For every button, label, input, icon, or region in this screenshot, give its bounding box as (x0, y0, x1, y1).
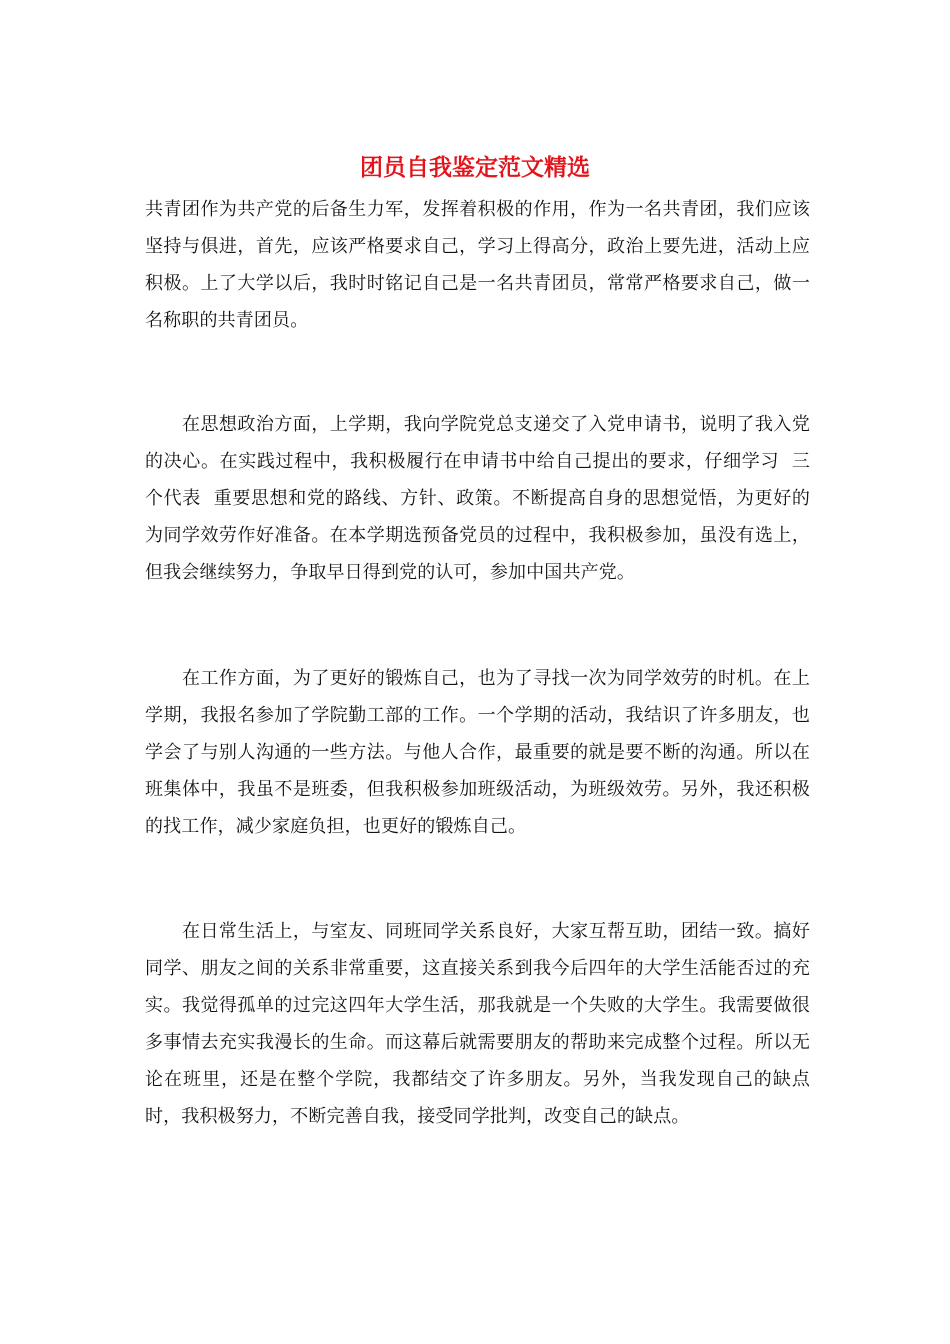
paragraph-daily-life: 在日常生活上，与室友、同班同学关系良好，大家互帮互助，团结一致。搞好同学、朋友之间的关系非常重要，这直接关系到我今后四年的大学生活能否过的充实。我觉得孤单的过完这四年大学生活，那我就是一个失败的大学生。我需要做很多事情去充实我漫长的生命。而这幕后就需要朋友的帮助来完成整个过程。所以无论在班里，还是在整个学院，我都结交了许多朋友。另外，当我发现自己的缺点时，我积极努力，不断完善自我，接受同学批判，改变自己的缺点。 (145, 921, 810, 1127)
document-title: 团员自我鉴定范文精选 (360, 155, 590, 181)
paragraph-intro: 共青团作为共产党的后备生力军，发挥着积极的作用，作为一名共青团，我们应该坚持与俱进，首先，应该严格要求自己，学习上得高分，政治上要先进，活动上应积极。上了大学以后，我时时铭记自己是一名共青团员，常常严格要求自己，做一名称职的共青团员。 (145, 199, 810, 331)
paragraph-political-thought: 在思想政治方面，上学期，我向学院党总支递交了入党申请书，说明了我入党的决心。在实践过程中，我积极履行在申请书中给自己提出的要求，仔细学习 三个代表 重要思想和党的路线、方针、政策。不断提高自身的思想觉悟，为更好的为同学效劳作好准备。在本学期选预备党员的过程中，我积极参加，虽没有选上，但我会继续努力，争取早日得到党的认可，参加中国共产党。 (145, 414, 810, 583)
paragraph-work: 在工作方面，为了更好的锻炼自己，也为了寻找一次为同学效劳的时机。在上学期，我报名参加了学院勤工部的工作。一个学期的活动，我结识了许多朋友，也学会了与别人沟通的一些方法。与他人合作，最重要的就是要不断的沟通。所以在班集体中，我虽不是班委，但我积极参加班级活动，为班级效劳。另外，我还积极的找工作，减少家庭负担，也更好的锻炼自己。 (145, 668, 810, 837)
